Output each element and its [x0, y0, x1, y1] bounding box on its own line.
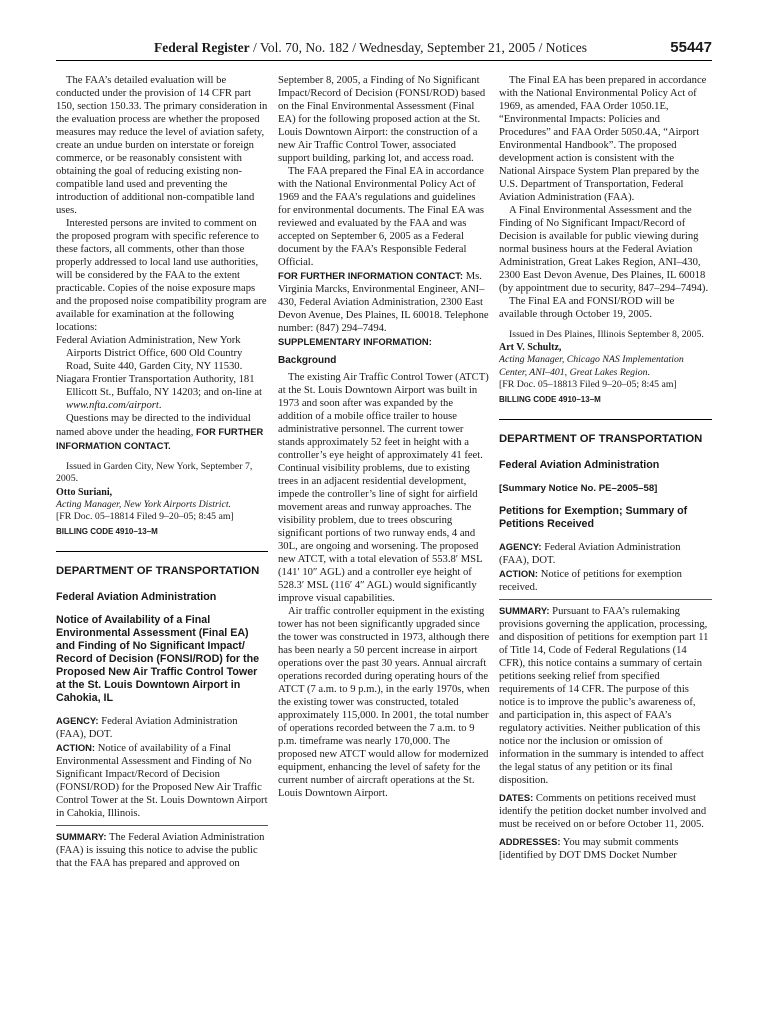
agency-label: AGENCY:	[56, 714, 99, 726]
action-text: Notice of availability of a Final Environmental Assessment and Finding of No Significant Impact/Record of Decision (FONSI/ROD) for the Proposed New Air Traffic Control Tower at the St. Louis Downtown Airport in Cahokia, Illinois.	[56, 742, 268, 819]
background-heading: Background	[278, 355, 337, 366]
location-item: Niagara Frontier Transportation Authority, 181 Ellicott St., Buffalo, NY 14203; and on-line at www.nfta.com/airport.	[56, 374, 262, 411]
summary-label: SUMMARY:	[56, 830, 107, 842]
signer-name: Art V. Schultz,	[499, 342, 562, 354]
header-citation	[154, 40, 587, 56]
cross-reference: FOR FURTHER INFORMATION CONTACT.	[56, 426, 264, 451]
paragraph: The FAA’s detailed evaluation will be conducted under the provision of 14 CFR part 150, section 150.33. The primary consideration in the evaluation process are whether the proposed measures may reduce the level of aviation safety, create an undue burden on interstate or foreign commerce, or be reasonably consistent with obtaining the goal of reducing existing non-compatible land used and preventing the introduction of additional non-compatible land uses.	[56, 75, 268, 216]
issued-line: Issued in Garden City, New York, September 7, 2005.	[56, 461, 253, 485]
column-1	[56, 74, 268, 870]
agency-line	[499, 540, 712, 567]
agency-heading: Federal Aviation Administration	[56, 590, 217, 603]
summary-text: The Federal Aviation Administration (FAA) is issuing this notice to advise the public that the FAA has prepared and approved on	[56, 831, 265, 869]
issue-info: / Vol. 70, No. 182 / Wednesday, September 21, 2005 / Notices	[249, 40, 587, 55]
dates-label: DATES:	[499, 791, 534, 803]
agency-label: AGENCY:	[499, 540, 542, 552]
notice-title: Notice of Availability of a Final Environmental Assessment (Final EA) and Finding of No Significant Impact/ Record of Decision (FONSI/ROD) for the Proposed New Air Traffic Control Tower at the St. Louis Downtown Airport in Cahokia, IL	[56, 613, 260, 704]
fr-doc: [FR Doc. 05–18814 Filed 9–20–05; 8:45 am]	[56, 511, 234, 523]
column-3	[499, 74, 712, 862]
department-heading: DEPARTMENT OF TRANSPORTATION	[56, 564, 260, 577]
location-text: Niagara Frontier Transportation Authority, 181 Ellicott St., Buffalo, NY 14203; and on-line at	[56, 374, 262, 398]
paragraph: The FAA prepared the Final EA in accordance with the National Environmental Policy Act of 1969 and the FAA’s regulations and guidelines for environmental documents. The Final EA was reviewed and evaluated by the FAA and was accepted on September 6, 2005 as a Federal document by the FAA’s Responsible Federal Official.	[278, 166, 485, 268]
agency-heading: Federal Aviation Administration	[499, 458, 660, 471]
paragraph: The Final EA and FONSI/ROD will be available through October 19, 2005.	[499, 296, 675, 320]
contact-text: Ms. Virginia Marcks, Environmental Engineer, ANI–430, Federal Aviation Administration, 2300 East Devon Avenue, Des Plaines, IL 60018. Telephone number: (847) 294–7494.	[278, 271, 489, 334]
paragraph-text: Questions may be directed to the individual named above under the heading,	[56, 413, 251, 438]
signer-name: Otto Suriani,	[56, 486, 113, 498]
supplementary-label: SUPPLEMENTARY INFORMATION:	[278, 336, 432, 347]
column-2	[278, 74, 490, 800]
agency-line	[56, 714, 268, 741]
divider	[499, 599, 712, 600]
signer-title: Acting Manager, Chicago NAS Implementation Center, ANI–401, Great Lakes Region.	[499, 354, 684, 378]
addresses-label: ADDRESSES:	[499, 835, 561, 847]
paragraph: The Final EA has been prepared in accordance with the National Environmental Policy Act of 1969, as amended, FAA Order 1050.1E, “Environmental Impacts: Policies and Procedures” and FAA Order 5050.4A, “Airport Environmental Handbook”. The proposed development action is consistent with the National Airspace System Plan prepared by the U.S. Department of Transportation, Federal Aviation Administration (FAA).	[499, 75, 707, 203]
section-rule	[56, 551, 268, 552]
contact-label: FOR FURTHER INFORMATION CONTACT:	[278, 270, 464, 281]
running-header	[56, 38, 712, 61]
issued-line: Issued in Des Plaines, Illinois September 8, 2005.	[509, 329, 704, 340]
summary-text: Pursuant to FAA’s rulemaking provisions governing the application, processing, and disposition of petitions for exemption part 11 of Title 14, Code of Federal Regulations (14 CFR), this notice contains a summary of certain petitions seeking relief from specified requirements of 14 CFR. The purpose of this notice is to improve the public’s awareness of, and participation in, this aspect of FAA’s regulatory activities. Neither publication of this notice nor the inclusion or omission of information in the summary is intended to affect the legal status of any petition or its final disposition.	[499, 605, 709, 786]
action-text: Notice of petitions for exemption received.	[499, 568, 682, 593]
action-line	[499, 567, 712, 594]
action-label: ACTION:	[56, 741, 96, 753]
location-item: Federal Aviation Administration, New York Airports District Office, 600 Old Country Road, Suite 440, Garden City, NY 11530.	[56, 335, 243, 372]
paragraph: A Final Environmental Assessment and the Finding of No Significant Impact/Record of Decision is available for public viewing during normal business hours at the Federal Aviation Administration, Great Lakes Region, ANI–430, 2300 East Devon Avenue, Des Plaines, IL 60018 (by appointment due to security, 847–294–7494).	[499, 205, 709, 294]
summary-line	[499, 604, 712, 787]
summary-line	[56, 830, 268, 870]
summary-label: SUMMARY:	[499, 604, 550, 616]
paragraph: September 8, 2005, a Finding of No Significant Impact/Record of Decision (FONSI/ROD) based on the Final Environmental Assessment (Final EA) for the following proposed action at the St. Louis Downtown Airport: the construction of a new Air Traffic Control Tower, associated support building, parking lot, and access road.	[278, 75, 486, 164]
page-number: 55447	[670, 39, 712, 56]
paragraph: Interested persons are invited to comment on the proposed program with specific reference to these factors, all comments, other than those properly addressed to local land use authorities, will be considered by the FAA to the extent practicable. Copies of the noise exposure maps and the proposed noise compatibility program are available for examination at the following locations:	[56, 218, 267, 333]
website-link[interactable]: www.nfta.com/airport	[66, 400, 159, 411]
agency-text: Federal Aviation Administration (FAA), DOT.	[56, 715, 238, 740]
agency-text: Federal Aviation Administration (FAA), DOT.	[499, 541, 681, 566]
dates-line	[499, 791, 712, 831]
department-heading: DEPARTMENT OF TRANSPORTATION	[499, 432, 703, 445]
paragraph: The existing Air Traffic Control Tower (ATCT) at the St. Louis Downtown Airport was built in 1973 and soon after was expanded by the addition of a mobile office trailer to house administrative personnel. The current tower stands approximately 52 feet in height with a controller’s eye height of approximately 41 feet. Continual visibility problems, due to existing trees in an adjacent residential development, impede the controller’s line of sight for airfield movement areas and runway approaches. The visibility problem, due to trees obscuring significant portions of two runway ends, 4 and 30L, are ongoing and worsening. The proposed new ATCT, with a total elevation of 553.8′ MSL (141′ 10″ AGL) and a controller eye height of 528.3′ MSL (116′ 4″ AGL) would significantly improve visual capabilities.	[278, 372, 489, 604]
paragraph	[56, 412, 268, 453]
action-label: ACTION:	[499, 567, 539, 579]
section-rule	[499, 419, 712, 420]
journal-name: Federal Register	[154, 40, 250, 55]
action-line	[56, 741, 268, 820]
signer-title: Acting Manager, New York Airports District.	[56, 498, 231, 510]
addresses-line	[499, 835, 712, 862]
notice-title: Petitions for Exemption; Summary of Petitions Received	[499, 504, 688, 530]
contact-line	[278, 269, 490, 335]
paragraph: Air traffic controller equipment in the existing tower has not been significantly upgraded since the tower was constructed in 1973, although there has been nearly a 50 percent increase in airport operations over the past 30 years. Annual aircraft operations recorded during operating hours of the ATCT (7 a.m. to 9 p.m.), in the early 1970s, when the existing tower was constructed, totaled approximately 115,000. In 2001, the total number of operations recorded between the 7 a.m. to 9 p.m. timeframe was nearly 170,000. The proposed new ATCT would allow for modernized equipment, enhancing the level of safety for the current number of aircraft operations at the St. Louis Downtown Airport.	[278, 606, 490, 799]
billing-code: BILLING CODE 4910–13–M	[499, 394, 601, 404]
docket-number: [Summary Notice No. PE–2005–58]	[499, 482, 658, 494]
dates-text: Comments on petitions received must identify the petition docket number involved and must be received on or before October 11, 2005.	[499, 792, 707, 830]
fr-doc: [FR Doc. 05–18813 Filed 9–20–05; 8:45 am]	[499, 379, 677, 391]
addresses-text: You may submit comments [identified by DOT DMS Docket Number	[499, 836, 679, 861]
divider	[56, 825, 268, 826]
billing-code: BILLING CODE 4910–13–M	[56, 526, 158, 536]
